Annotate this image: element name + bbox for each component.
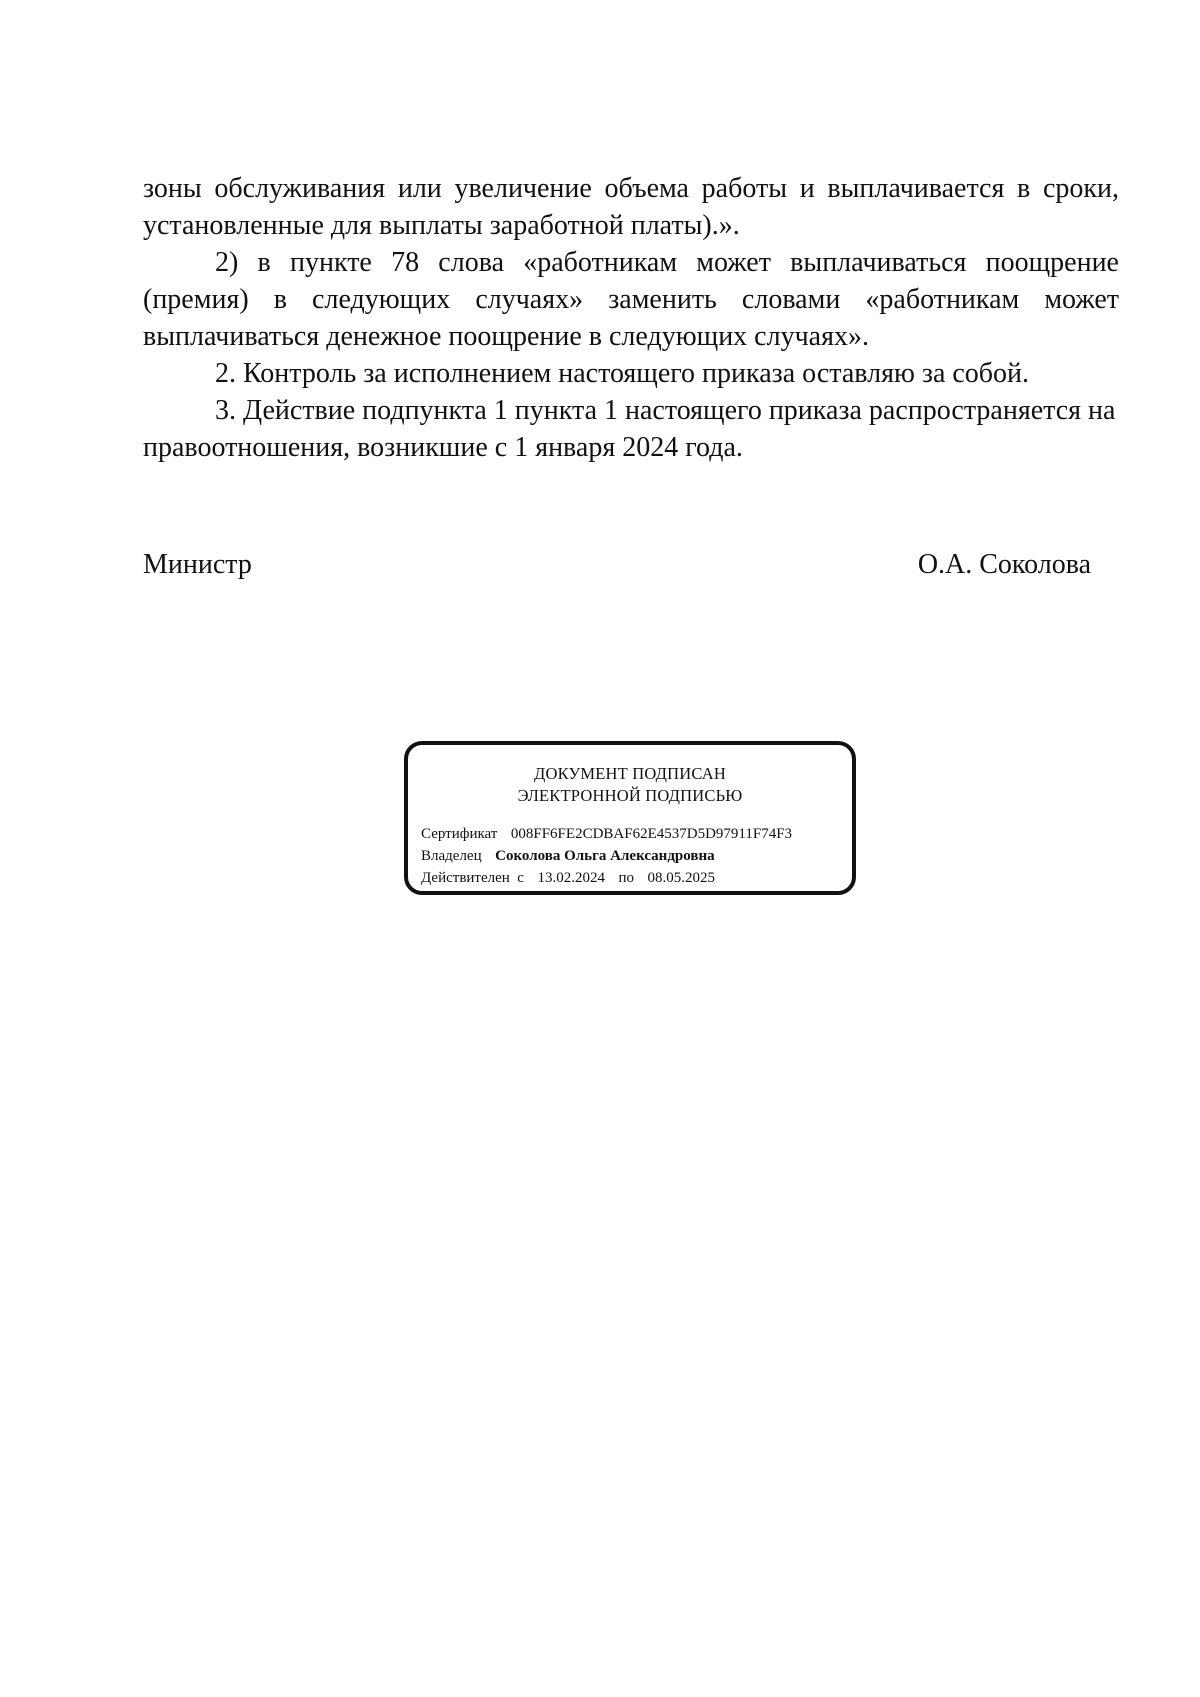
certificate-value: 008FF6FE2CDBAF62E4537D5D97911F74F3 (510, 826, 793, 842)
document-body (143, 170, 1119, 466)
paragraph-item-3: 3. Действие подпункта 1 пункта 1 настоящего приказа распространяется на правоотношения, возникшие с 1 января 2024 года. (143, 395, 1116, 463)
stamp-title-line-1: ДОКУМЕНТ ПОДПИСАН (534, 764, 726, 783)
stamp-details (421, 823, 842, 889)
signatory-name: О.А. Соколова (917, 549, 1091, 580)
validity-to-label: по (618, 870, 634, 886)
validity-to-date: 08.05.2025 (647, 870, 715, 886)
stamp-certificate-row (421, 823, 842, 845)
stamp-owner-row (421, 845, 842, 867)
certificate-label: Сертификат (421, 826, 498, 842)
signatory-position: Министр (143, 549, 252, 580)
validity-from-label: Действителен с (421, 870, 524, 886)
paragraph-subitem-2: 2) в пункте 78 слова «работникам может выплачиваться поощрение (премия) в следующих случаях» заменить словами «работникам может выплачиваться денежное поощрение в следующих случаях». (143, 247, 1119, 352)
owner-label: Владелец (421, 848, 482, 864)
signature-block (143, 546, 1091, 583)
electronic-signature-stamp (404, 741, 856, 895)
validity-from-date: 13.02.2024 (537, 870, 605, 886)
paragraph-item-2: 2. Контроль за исполнением настоящего приказа оставляю за собой. (215, 358, 1030, 389)
stamp-validity-row (421, 867, 842, 889)
stamp-title (408, 763, 852, 807)
paragraph-continuation: зоны обслуживания или увеличение объема работы и выплачивается в сроки, установленные для выплаты заработной платы).». (143, 173, 1119, 241)
stamp-title-line-2: ЭЛЕКТРОННОЙ ПОДПИСЬЮ (517, 786, 743, 805)
owner-value: Соколова Ольга Александровна (495, 848, 715, 864)
